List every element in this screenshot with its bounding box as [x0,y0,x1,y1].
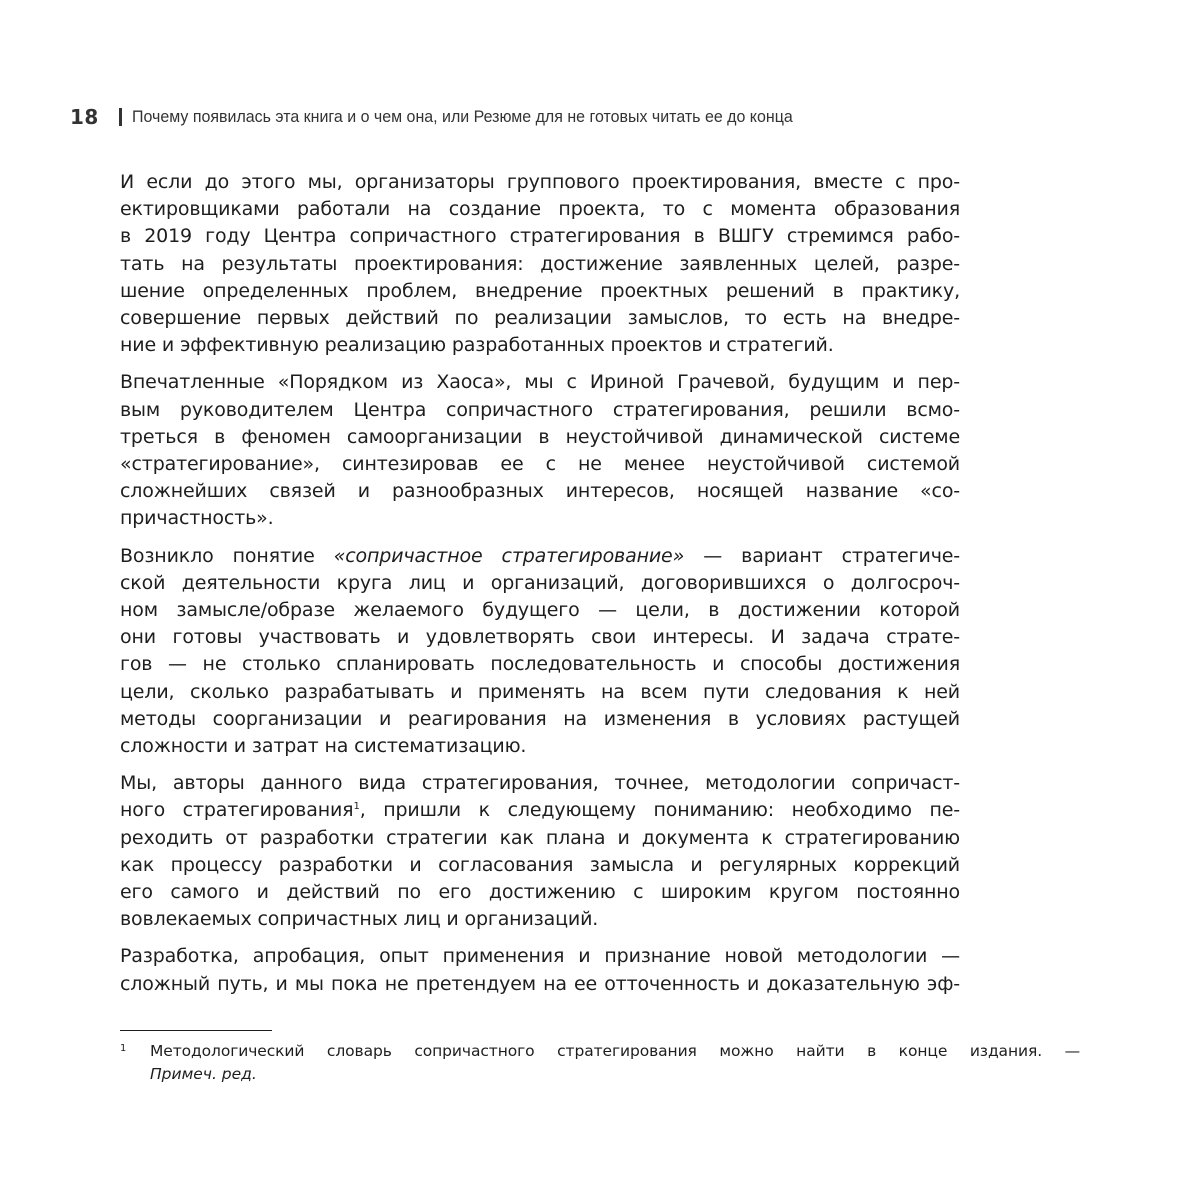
text-run: , пришли к следующему пониманию: необходимо пе- [359,799,960,822]
paragraph-line: вовлекаемых сопричастных лиц и организаций. [120,908,599,931]
paragraph-line: сложности и затрат на систематизацию. [120,735,527,758]
body-text [120,169,960,1008]
paragraph-line: ние и эффективную реализацию разработанных проектов и стратегий. [120,334,834,357]
paragraph-line [120,797,960,824]
paragraph-3 [120,543,960,761]
paragraph-line: И если до этого мы, организаторы группового проектирования, вместе с про- [120,171,960,193]
text-run: — вариант стратегиче- [684,544,961,567]
running-head [70,104,1150,130]
paragraph-line: ном замысле/образе желаемого будущего — цели, в достижении которой [120,599,960,622]
paragraph-line: в 2019 году Центра сопричастного стратегирования в ВШГУ стремимся рабо- [120,225,960,248]
header-separator [119,108,122,126]
paragraph-line: совершение первых действий по реализации замыслов, то есть на внедре- [120,307,960,330]
paragraph-line [120,543,960,570]
footnote-reference[interactable]: 1 [353,801,360,813]
paragraph-line: его самого и действий по его достижению с широким кругом постоянно [120,881,960,904]
paragraph-line: как процессу разработки и согласования замысла и регулярных коррекций [120,853,960,876]
paragraph-line: сложный путь, и мы пока не претендуем на ее отточенность и доказательную эф- [120,972,960,995]
paragraph-1 [120,169,960,359]
paragraph-line: тать на результаты проектирования: достижение заявленных целей, разре- [120,252,960,275]
paragraph-line: Мы, авторы данного вида стратегирования, точнее, методологии сопричаст- [120,772,960,795]
paragraph-line: гов — не столько спланировать последовательность и способы достижения [120,653,960,676]
text-run: ного стратегирования [120,799,354,822]
paragraph-line: реходить от разработки стратегии как плана и документа к стратегированию [120,826,960,849]
paragraph-5 [120,943,960,997]
term-italic: «сопричастное стратегирование» [333,544,685,567]
paragraph-line: ектировщиками работали на создание проекта, то с момента образования [120,198,960,221]
footnote-editor-note: Примеч. ред. [150,1065,257,1083]
paragraph-line: сложнейших связей и разнообразных интересов, носящей название «со- [120,480,960,503]
footnote [120,1040,1080,1086]
footnote-text: Методологический словарь сопричастного стратегирования можно найти в конце издания. — [150,1042,1080,1060]
paragraph-line: «стратегирование», синтезировав ее с не менее неустойчивой системой [120,453,960,476]
footnote-rule [120,1030,272,1031]
text-run: Возникло понятие [120,544,334,567]
paragraph-line: причастность». [120,507,274,530]
page-number: 18 [70,105,99,129]
paragraph-line: вым руководителем Центра сопричастного стратегирования, решили всмо- [120,398,960,421]
paragraph-line: они готовы участвовать и удовлетворять свои интересы. И задача страте- [120,626,960,649]
chapter-title: Почему появилась эта книга и о чем она, или Резюме для не готовых читать ее до конца [131,107,793,126]
paragraph-line: Впечатленные «Порядком из Хаоса», мы с Ириной Грачевой, будущим и пер- [120,371,960,394]
paragraph-2 [120,369,960,532]
paragraph-line: ской деятельности круга лиц и организаций, договорившихся о долгосроч- [120,571,960,594]
paragraph-line: методы соорганизации и реагирования на изменения в условиях растущей [120,707,960,730]
paragraph-line: Разработка, апробация, опыт применения и признание новой методологии — [120,945,960,968]
paragraph-line: шение определенных проблем, внедрение проектных решений в практику, [120,279,960,302]
footnote-mark: 1 [120,1043,127,1054]
paragraph-line: цели, сколько разрабатывать и применять на всем пути следования к ней [120,680,960,703]
paragraph-line: треться в феномен самоорганизации в неустойчивой динамической системе [120,425,960,448]
paragraph-4 [120,770,960,933]
